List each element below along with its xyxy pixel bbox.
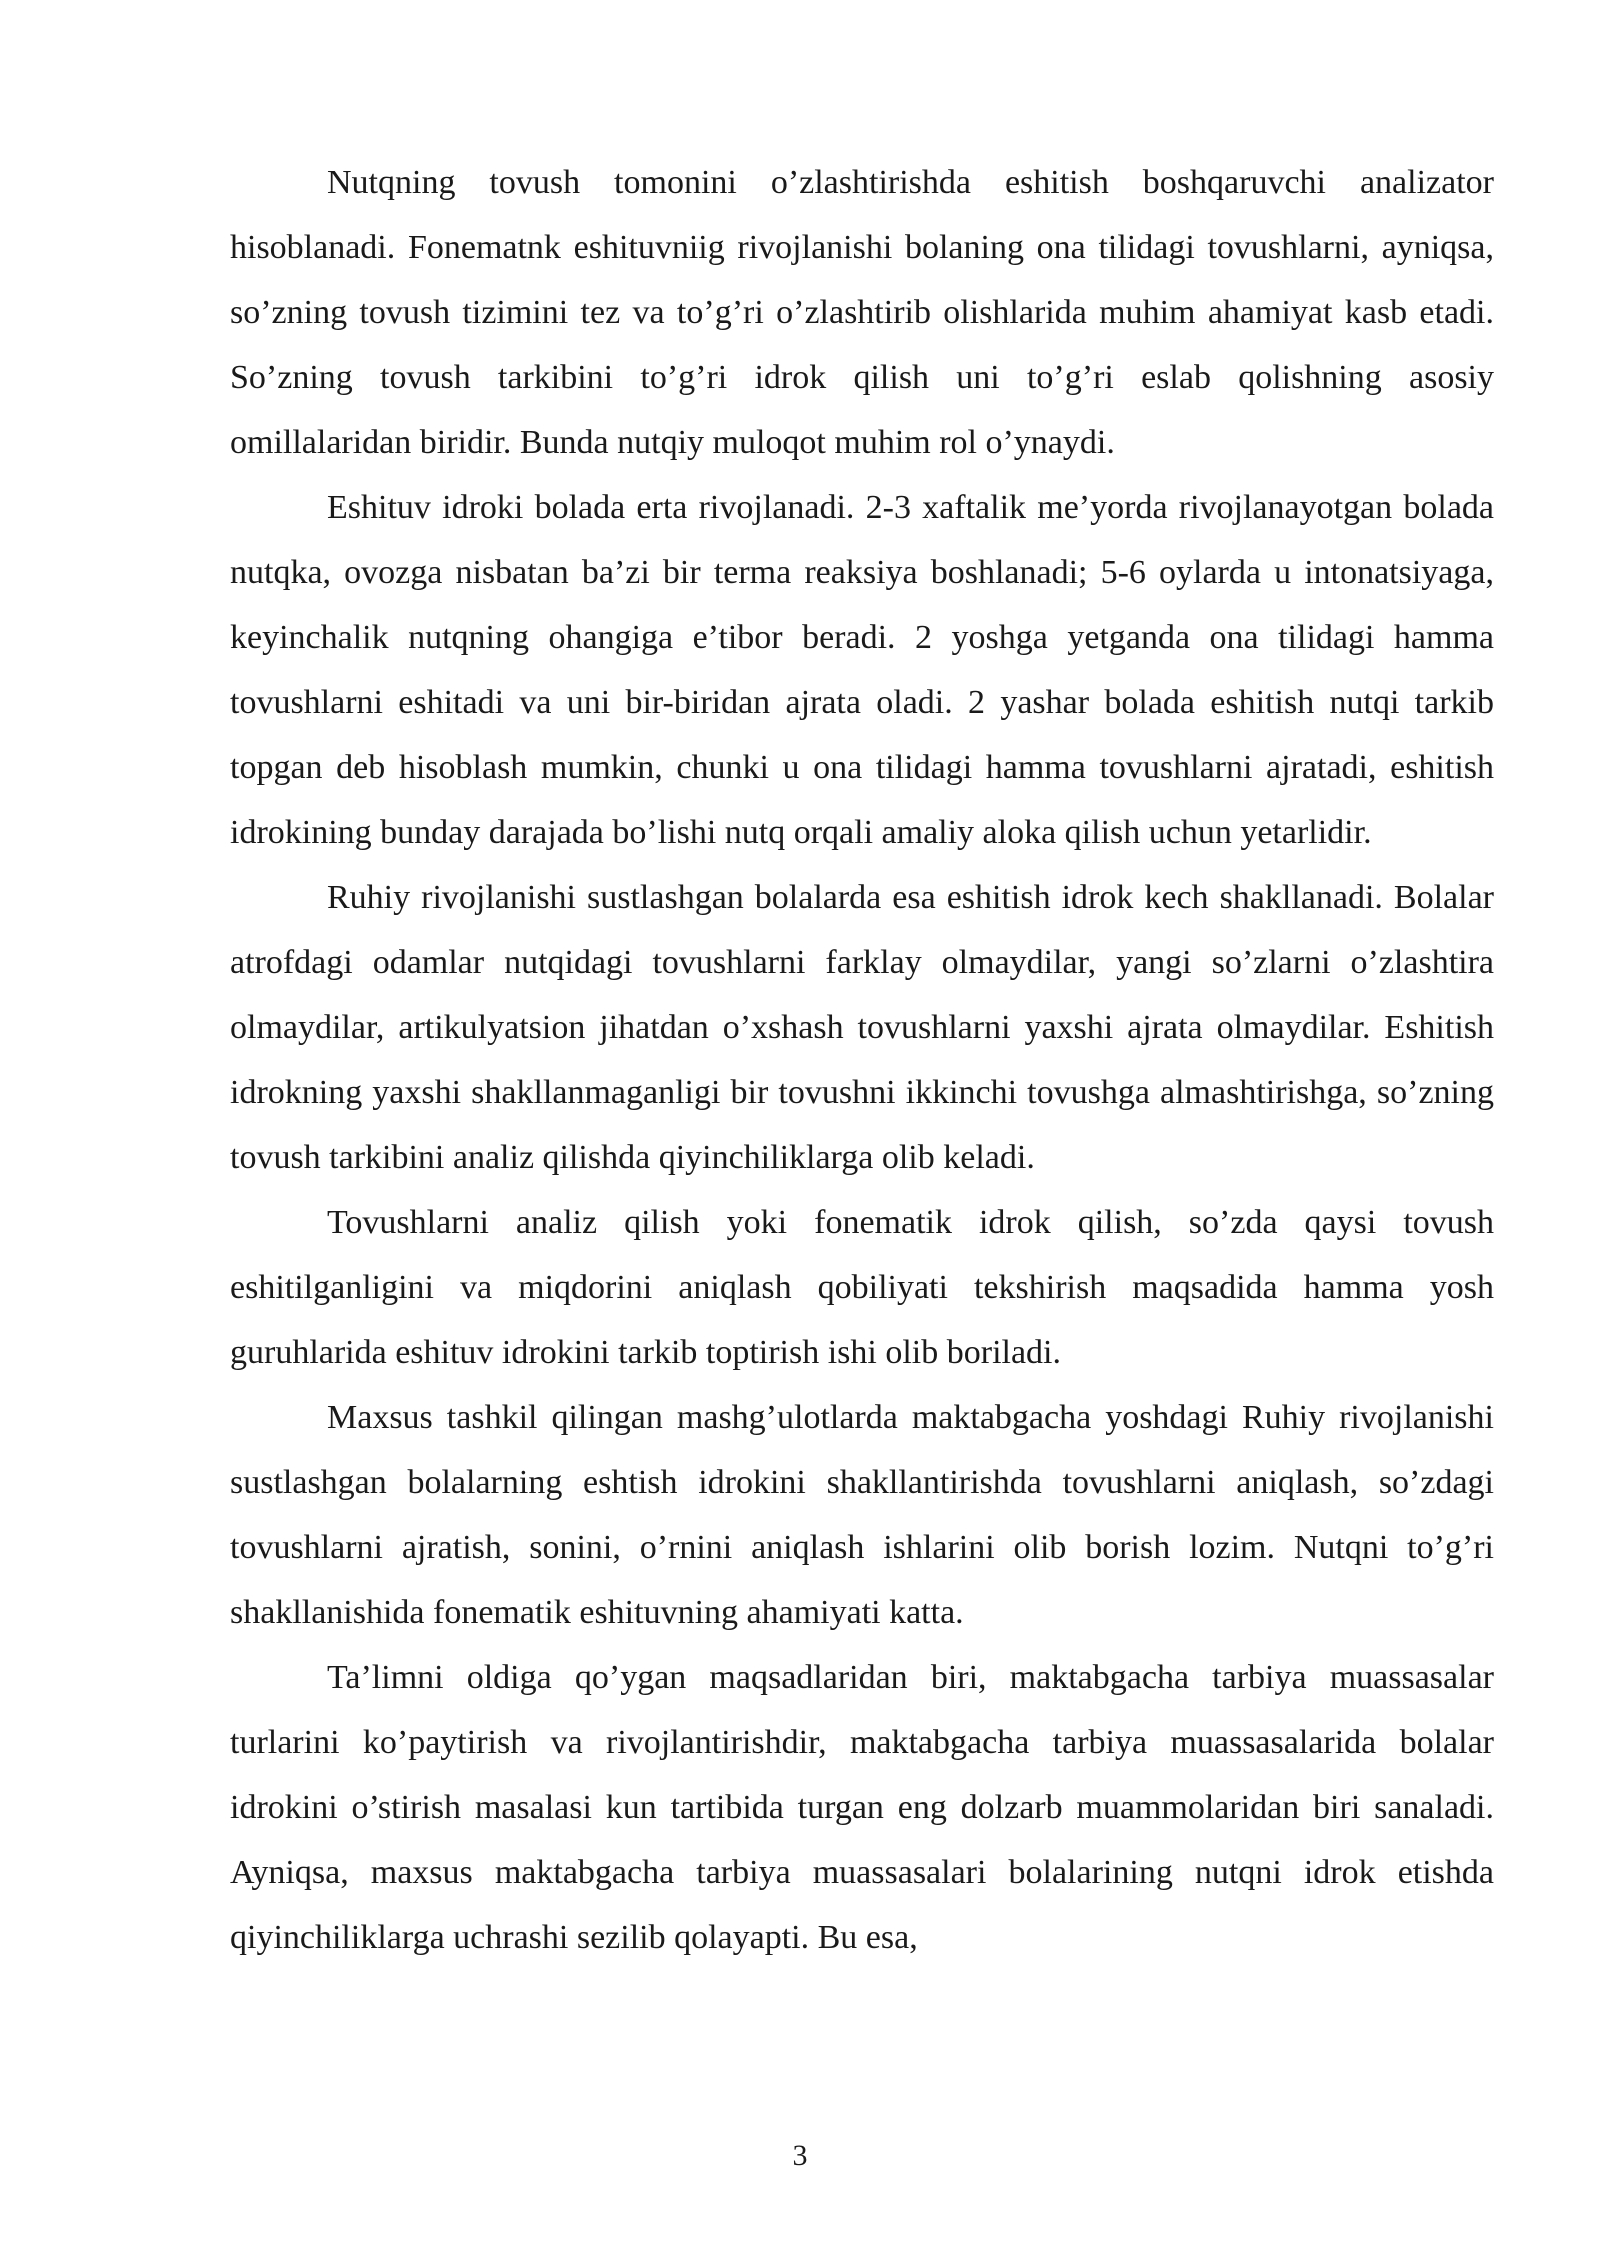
paragraph-3: Ruhiy rivojlanishi sustlashgan bolalarda esa eshitish idrok kech shakllanadi. Bolalar atrofdagi odamlar nutqidagi tovushlarni farklay olmaydilar, yangi so’zlarni o’zlashtira olmaydilar, artikulyatsion jihatdan o’xshash tovushlarni yaxshi ajrata olmaydilar. Eshitish idrokning yaxshi shakllanmaganligi bir tovushni ikkinchi tovushga almashtirishga, so’zning tovush tarkibini analiz qilishda qiyinchiliklarga olib keladi. — [230, 879, 1494, 1176]
paragraph-5: Maxsus tashkil qilingan mashg’ulotlarda maktabgacha yoshdagi Ruhiy rivojlanishi sustlashgan bolalarning eshtish idrokini shakllantirishda tovushlarni aniqlash, so’zdagi tovushlarni ajratish, sonini, o’rnini aniqlash ishlarini olib borish lozim. Nutqni to’g’ri shakllanishida fonematik eshituvning ahamiyati katta. — [230, 1399, 1494, 1631]
paragraph-1: Nutqning tovush tomonini o’zlashtirishda eshitish boshqaruvchi analizator hisoblanadi. Fonematnk eshituvniig rivojlanishi bolaning ona tilidagi tovushlarni, ayniqsa, so’zning tovush tizimini tez va to’g’ri o’zlashtirib olishlarida muhim ahamiyat kasb etadi. So’zning tovush tarkibini to’g’ri idrok qilish uni to’g’ri eslab qolishning asosiy omillalaridan biridir. Bunda nutqiy muloqot muhim rol o’ynaydi. — [230, 164, 1494, 461]
paragraph-2: Eshituv idroki bolada erta rivojlanadi. 2-3 xaftalik me’yorda rivojlanayotgan bolada nutqka, ovozga nisbatan ba’zi bir terma reaksiya boshlanadi; 5-6 oylarda u intonatsiyaga, keyinchalik nutqning ohangiga e’tibor beradi. 2 yoshga yetganda ona tilidagi hamma tovushlarni eshitadi va uni bir-biridan ajrata oladi. 2 yashar bolada eshitish nutqi tarkib topgan deb hisoblash mumkin, chunki u ona tilidagi hamma tovushlarni ajratadi, eshitish idrokining bunday darajada bo’lishi nutq orqali amaliy aloka qilish uchun yetarlidir. — [230, 489, 1494, 851]
paragraph-4: Tovushlarni analiz qilish yoki fonematik idrok qilish, so’zda qaysi tovush eshitilganligini va miqdorini aniqlash qobiliyati tekshirish maqsadida hamma yosh guruhlarida eshituv idrokini tarkib toptirish ishi olib boriladi. — [230, 1204, 1494, 1371]
page-number: 3 — [792, 2139, 808, 2172]
paragraph-6: Ta’limni oldiga qo’ygan maqsadlaridan biri, maktabgacha tarbiya muassasalar turlarini ko’paytirish va rivojlantirishdir, maktabgacha tarbiya muassasalarida bolalar idrokini o’stirish masalasi kun tartibida turgan eng dolzarb muammolaridan biri sanaladi. Ayniqsa, maxsus maktabgacha tarbiya muassasalari bolalarining nutqni idrok etishda qiyinchiliklarga uchrashi sezilib qolayapti. Bu esa, — [230, 1659, 1494, 1956]
document-body — [230, 150, 1494, 1970]
